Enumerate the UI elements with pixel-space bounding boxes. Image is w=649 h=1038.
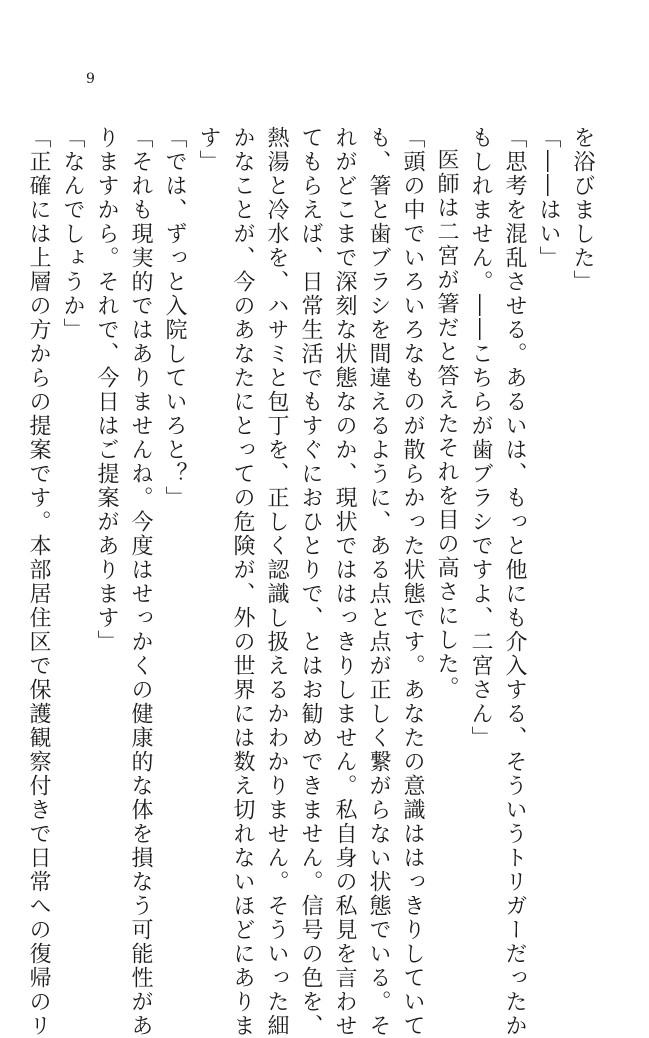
text-line: れがどこまで深刻な状態なのか、現状でははっきりしません。私自身の私見を言わせ	[332, 126, 357, 1038]
text-line: 「――はい」	[536, 126, 561, 270]
text-line: りますから。それで、今日はご提案があります」	[94, 126, 119, 654]
page-number: 9	[86, 71, 95, 87]
text-line: 「思考を混乱させる。あるいは、もっと他にも介入する、そういうトリガーだったか	[502, 126, 527, 1038]
text-line: 「それも現実的ではありませんね。今度はせっかくの健康的な体を損なう可能性があ	[128, 126, 153, 1038]
text-line: 「頭の中でいろいろなものが散らかった状態です。あなたの意識ははっきりしていて	[400, 126, 425, 1038]
text-line: 「なんでしょうか」	[60, 126, 85, 342]
text-line: す」	[196, 126, 221, 174]
text-line: を浴びました」	[570, 126, 595, 294]
text-line: もしれません。――こちらが歯ブラシですよ、二宮さん」	[468, 126, 493, 750]
text-line: てもらえば、日常生活でもすぐにおひとりで、とはお勧めできません。信号の色を、	[298, 126, 323, 1038]
text-line: 熱湯と冷水を、ハサミと包丁を、正しく認識し扱えるかわかりません。そういった細	[264, 126, 289, 1038]
text-line: 「正確には上層の方からの提案です。本部居住区で保護観察付きで日常への復帰のリ	[26, 126, 51, 1038]
text-line: 医師は二宮が箸だと答えたそれを目の高さにした。	[434, 148, 459, 700]
vertical-text-body	[26, 126, 599, 1038]
text-line: も、箸と歯ブラシを間違えるように、ある点と点が正しく繋がらない状態でいる。そ	[366, 126, 391, 1038]
text-line: かなことが、今のあなたにとっての危険が、外の世界には数え切れないほどにありま	[230, 126, 255, 1038]
text-line: 「では、ずっと入院していろと？」	[162, 126, 187, 510]
